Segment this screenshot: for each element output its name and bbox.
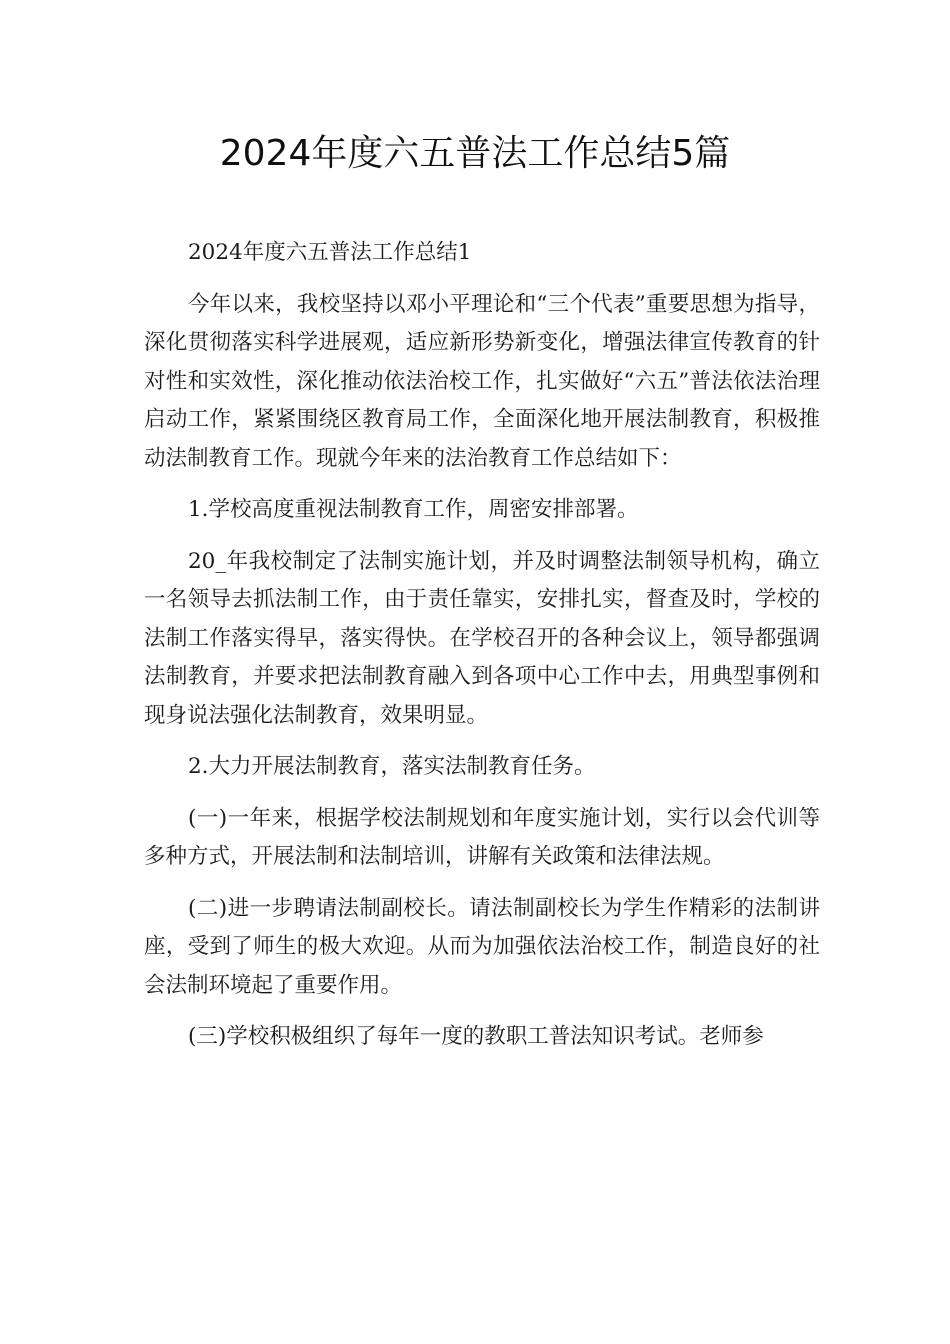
document-title: 2024年度六五普法工作总结5篇 <box>219 133 731 174</box>
paragraph: 20_年我校制定了法制实施计划，并及时调整法制领导机构，确立一名领导去抓法制工作，由于责任靠实，安排扎实，督查及时，学校的法制工作落实得早，落实得快。在学校召开的各种会议上，领导都强调法制教育，并要求把法制教育融入到各项中心工作中去，用典型事例和现身说法强化法制教育，效果明显。 <box>144 548 820 728</box>
list-item-heading: 1.学校高度重视法制教育工作，周密安排部署。 <box>188 497 639 522</box>
paragraph: (二)进一步聘请法制副校长。请法制副校长为学生作精彩的法制讲座，受到了师生的极大欢迎。从而为加强依法治校工作，制造良好的社会法制环境起了重要作用。 <box>144 895 820 998</box>
paragraph: (三)学校积极组织了每年一度的教职工普法知识考试。老师参 <box>188 1024 764 1049</box>
list-item-heading: 2.大力开展法制教育，落实法制教育任务。 <box>188 754 596 779</box>
paragraph: (一)一年来，根据学校法制规划和年度实施计划，实行以会代训等多种方式，开展法制和法制培训，讲解有关政策和法律法规。 <box>144 805 820 869</box>
document-body <box>144 234 820 1070</box>
section-heading: 2024年度六五普法工作总结1 <box>188 240 472 265</box>
paragraph-intro: 今年以来，我校坚持以邓小平理论和“三个代表”重要思想为指导，深化贯彻落实科学进展观，适应新形势新变化，增强法律宣传教育的针对性和实效性，深化推动依法治校工作，扎实做好“六五”普法依法治理启动工作，紧紧围绕区教育局工作，全面深化地开展法制教育，积极推动法制教育工作。现就今年来的法治教育工作总结如下： <box>144 291 820 471</box>
